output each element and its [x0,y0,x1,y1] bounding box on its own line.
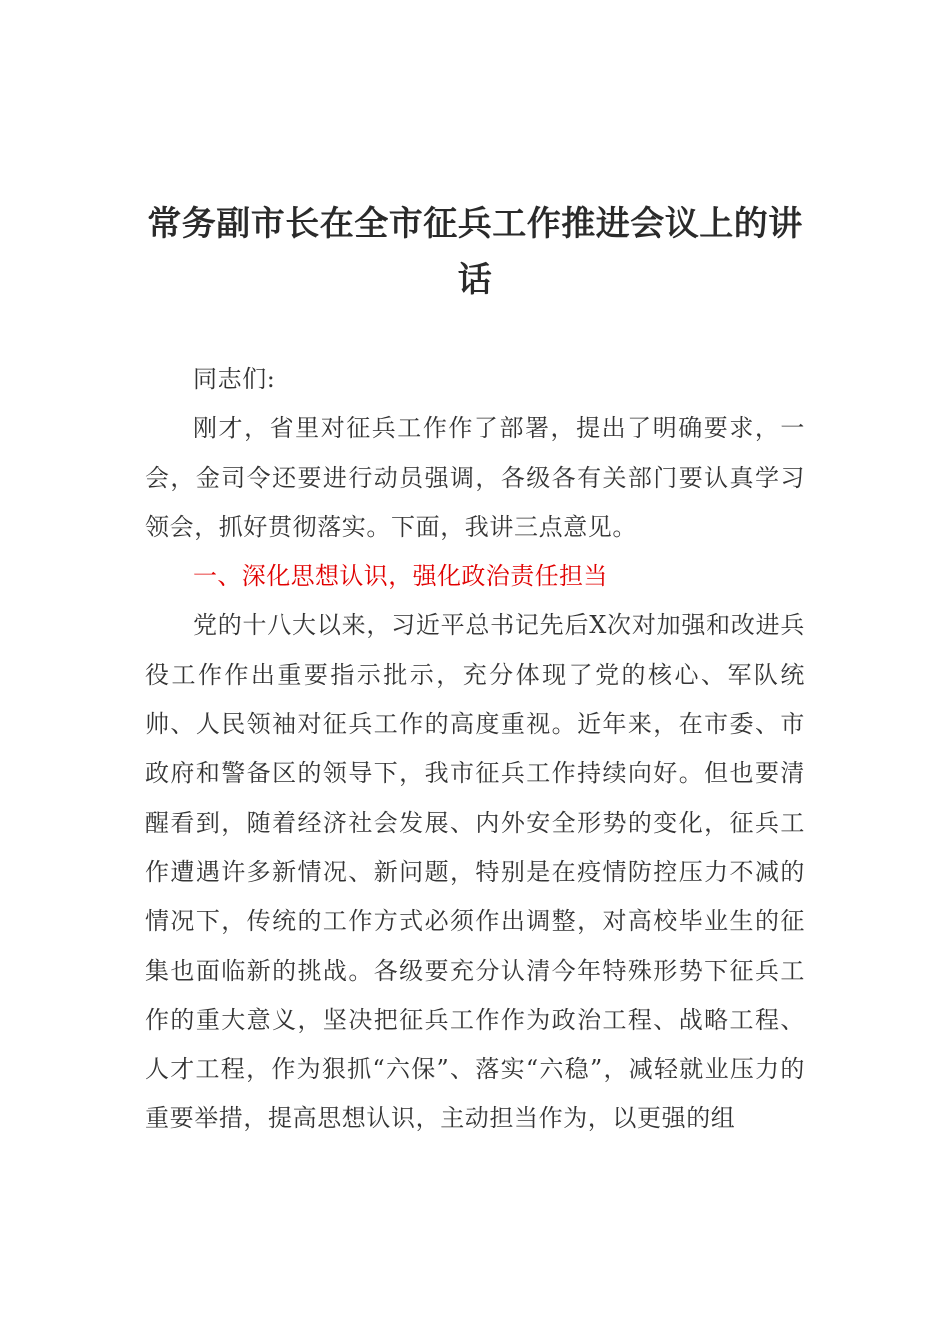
greeting-paragraph: 同志们: [193,365,276,393]
document-body [145,355,805,1144]
section-body-paragraph: 党的十八大以来，习近平总书记先后X次对加强和改进兵役工作作出重要指示批示，充分体现了党的核心、军队统帅、人民领袖对征兵工作的高度重视。近年来，在市委、市政府和警备区的领导下，我市征兵工作持续向好。但也要清醒看到，随着经济社会发展、内外安全形势的变化，征兵工作遭遇许多新情况、新问题，特别是在疫情防控压力不减的情况下，传统的工作方式必须作出调整，对高校毕业生的征集也面临新的挑战。各级要充分认清今年特殊形势下征兵工作的重大意义，坚决把征兵工作作为政治工程、战略工程、人才工程，作为狠抓“六保”、落实“六稳”，减轻就业压力的重要举措，提高思想认识，主动担当作为，以更强的组 [145,611,805,1133]
intro-paragraph: 刚才，省里对征兵工作作了部署，提出了明确要求，一会，金司令还要进行动员强调，各级各有关部门要认真学习领会，抓好贯彻落实。下面，我讲三点意见。 [145,414,805,541]
section-heading: 一、深化思想认识，强化政治责任担当 [193,562,608,591]
document-title: 常务副市长在全市征兵工作推进会议上的讲话 [147,204,803,300]
